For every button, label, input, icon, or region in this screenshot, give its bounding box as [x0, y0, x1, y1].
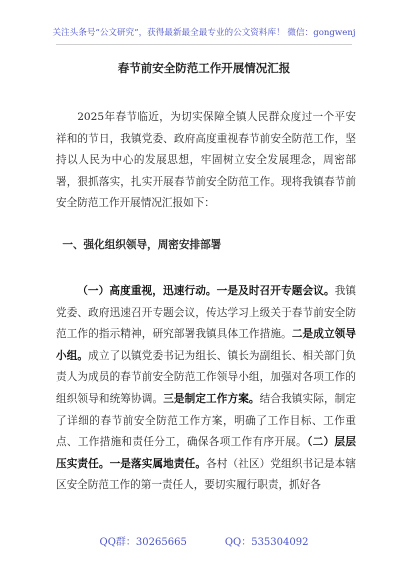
subheading-lead: 三是制定工作方案。	[163, 392, 260, 405]
subheading-lead: （一）高度重视，迅速行动。一是及时召开专题会议。	[77, 285, 335, 297]
subheading-lead: （二）层层压实责任。一是落实属地责任。	[56, 436, 357, 470]
footer-contact	[0, 533, 408, 548]
section-paragraph	[56, 281, 356, 497]
qq-number: QQ：535304092	[224, 537, 309, 548]
header-divider	[56, 44, 352, 45]
section-heading: 一、强化组织领导，周密安排部署	[62, 239, 222, 251]
paragraph-text: 成立了以镇党委书记为组长、镇长为副组长、相关部门负责人为成员的春节前安全防范工作领导小组，加强对各项工作的组织领导和统筹协调。	[56, 349, 356, 405]
document-title: 春节前安全防范工作开展情况汇报	[117, 61, 291, 75]
qq-group-number: QQ群：30265665	[99, 537, 187, 548]
paragraph-text: 结合我镇实际，制定了详细的春节前安全防范工作方案，明确了工作目标、工作重点、工作措施和责任分工，确保各项工作有序开展。	[56, 392, 356, 449]
paragraph-text: 各村（社区）党组织书记是本辖区安全防范工作的第一责任人，要切实履行职责，抓好各	[56, 457, 356, 492]
intro-paragraph: 2025年春节临近，为切实保障全镇人民群众度过一个平安祥和的节日，我镇党委、政府高度重视春节前安全防范工作，坚持以人民为中心的发展思想，牢固树立安全发展理念，周密部署，狠抓落实，扎实开展春节前安全防范工作。现将我镇春节前安全防范工作开展情况汇报如下：	[56, 111, 356, 210]
subheading-lead: 二是成立领导小组。	[56, 328, 356, 362]
paragraph-text: 我镇党委、政府迅速召开专题会议，传达学习上级关于春节前安全防范工作的指示精神，研究部署我镇具体工作措施。	[56, 285, 357, 341]
header-note: 关注头条号“公文研究”，获得最新最全最专业的公文资料库！ 微信：gongwenj	[52, 28, 356, 38]
